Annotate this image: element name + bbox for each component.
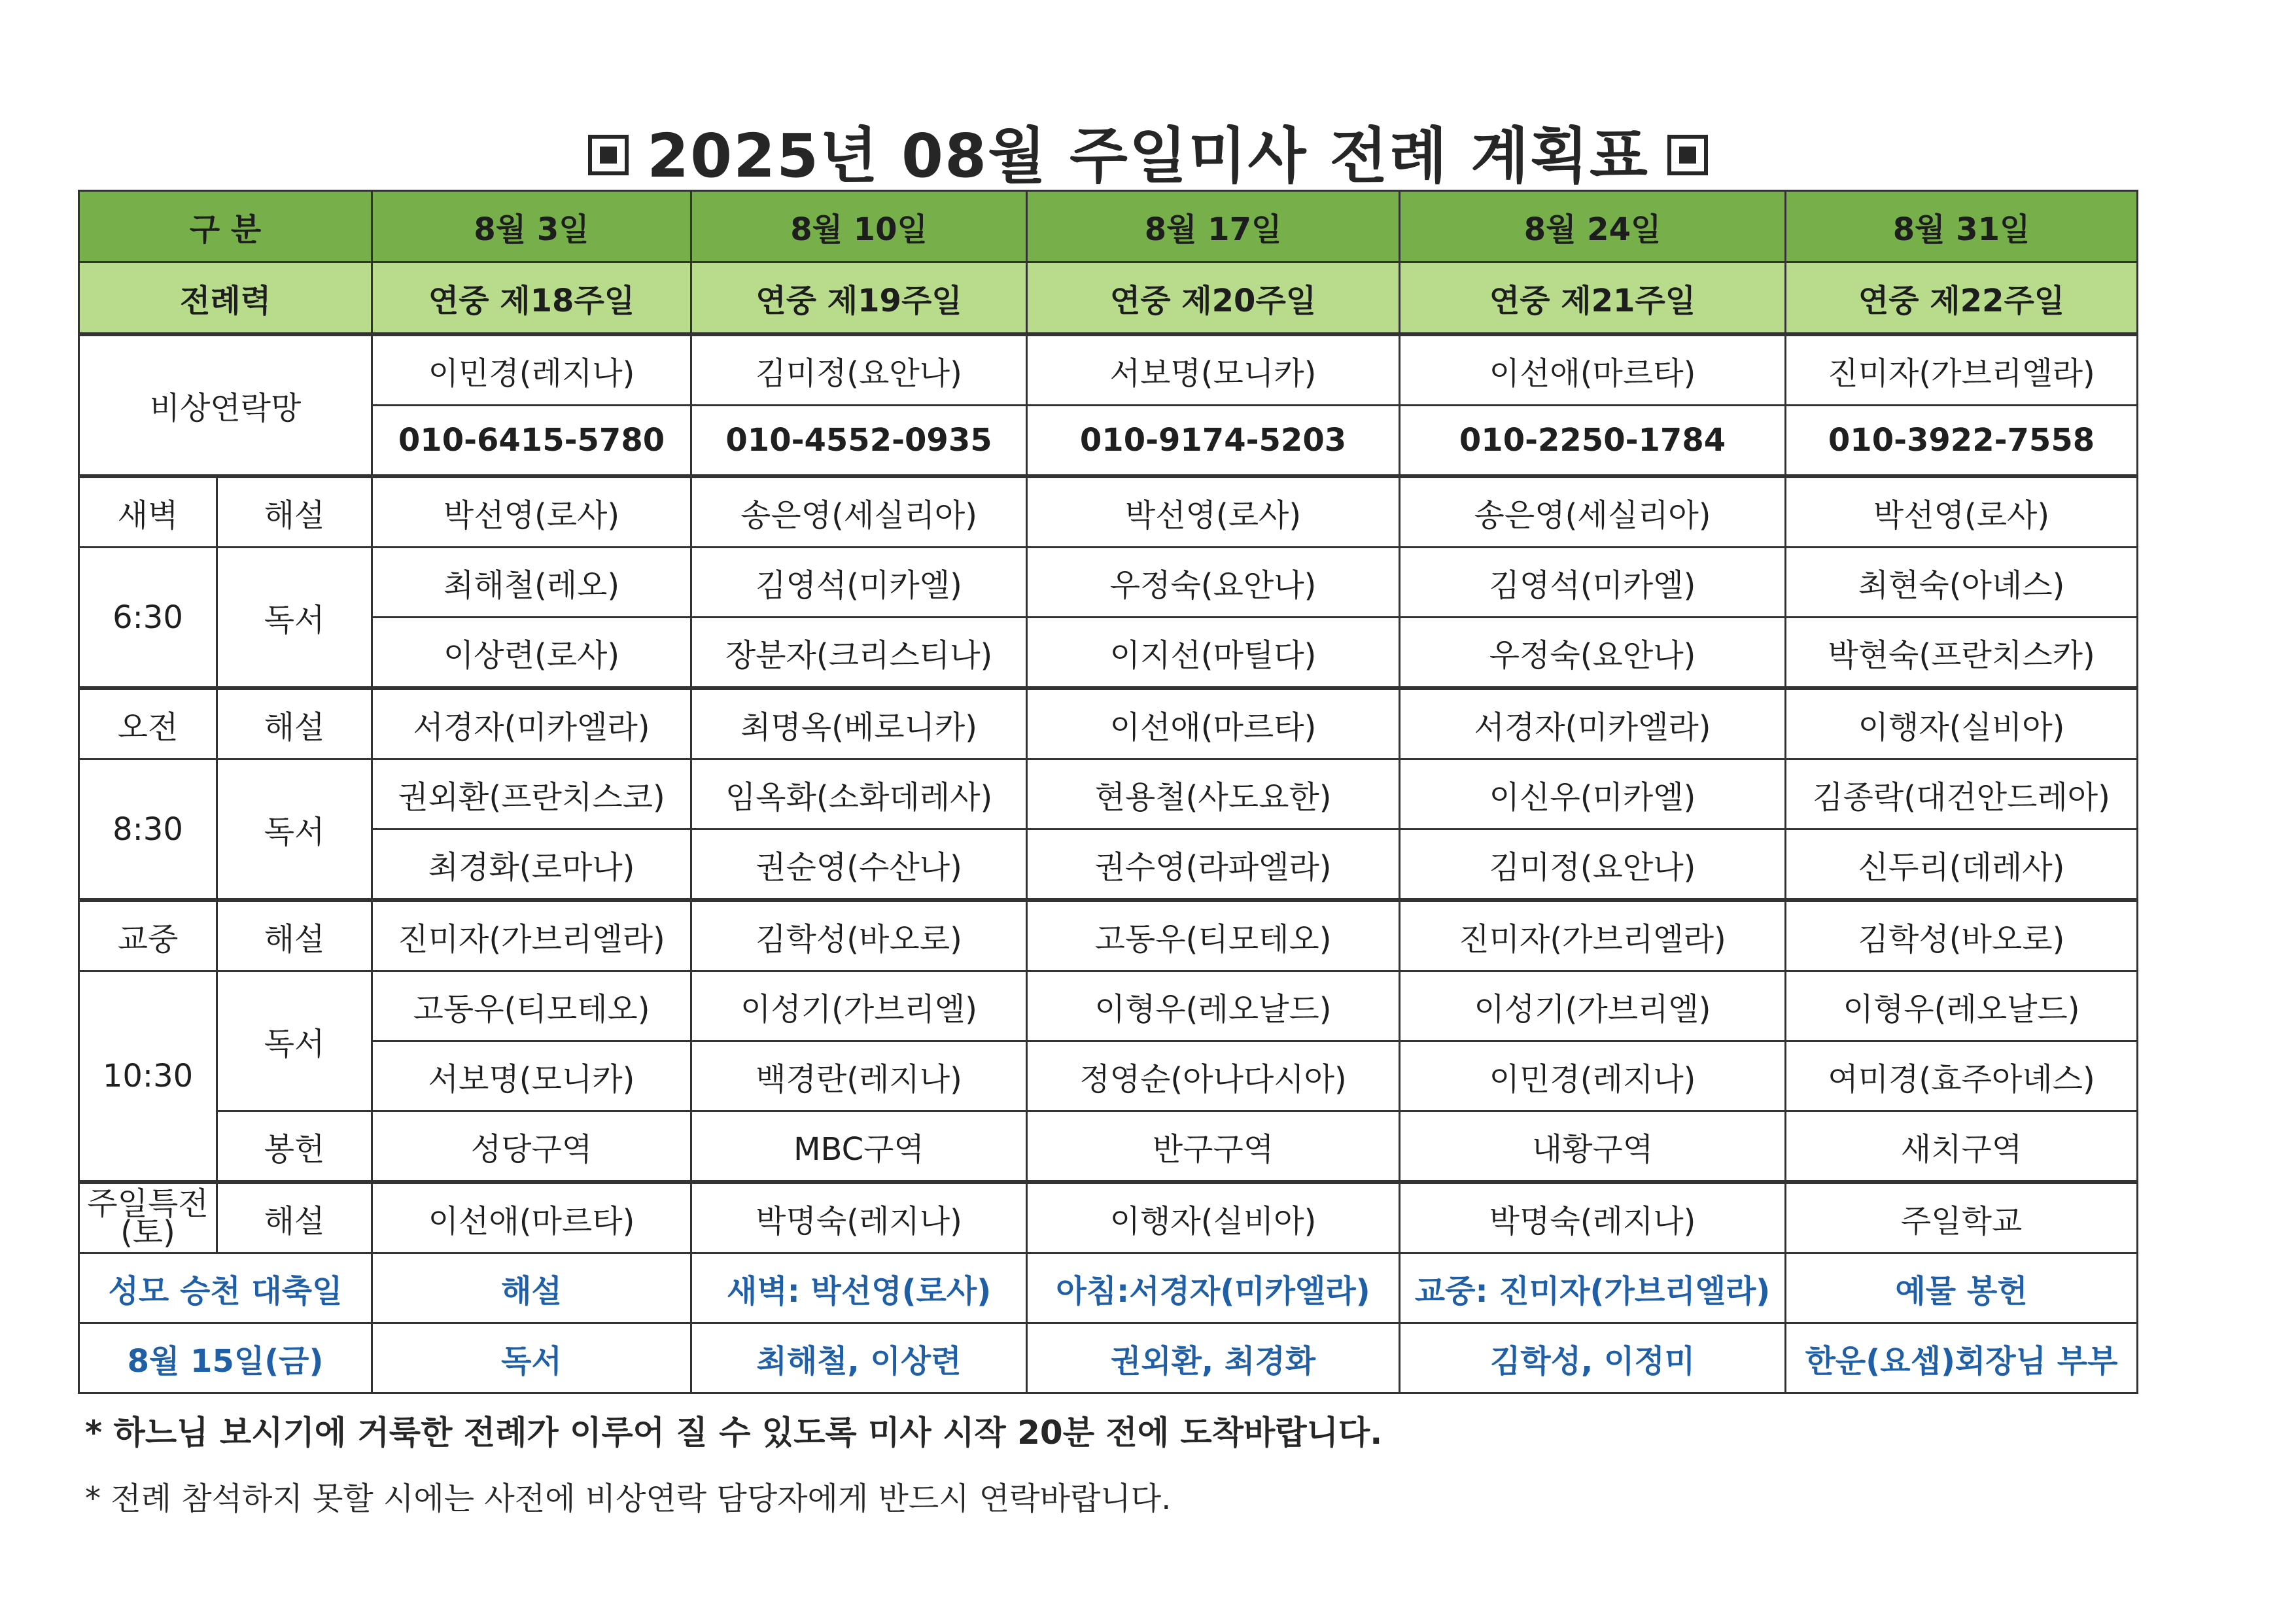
mass-630-commentary-row (79, 476, 2138, 548)
mass-1030-label-top: 교중 (79, 900, 217, 971)
liturgy-cell: 연중 제19주일 (691, 262, 1027, 335)
note-arrival: * 하느님 보시기에 거룩한 전례가 이루어 질 수 있도록 미사 시작 20분 전에 도착바랍니다. (85, 1414, 1383, 1452)
emergency-name: 서보명(모니카) (1027, 334, 1400, 406)
liturgy-label: 전례력 (79, 262, 372, 335)
emergency-row-names (79, 334, 2138, 406)
assumption-cell: 새벽: 박선영(로사) (691, 1253, 1027, 1323)
commentary-cell: 이행자(실비아) (1786, 688, 2138, 759)
mass-1030-reading2-row (79, 1041, 2138, 1111)
mass-630-reading2-row (79, 618, 2138, 689)
date-cell: 8월 10일 (691, 191, 1027, 262)
reading-cell: 권수영(라파엘라) (1027, 829, 1400, 901)
square-bullet-icon (588, 135, 629, 175)
header-label: 구 분 (79, 191, 372, 262)
reading-cell: 박현숙(프란치스카) (1786, 618, 2138, 689)
header-row-liturgy (79, 262, 2138, 335)
header-row-dates (79, 191, 2138, 262)
mass-630-label-top: 새벽 (79, 476, 217, 548)
date-cell: 8월 3일 (372, 191, 691, 262)
reading-cell: 이성기(가브리엘) (1400, 971, 1786, 1041)
reading-cell: 정영순(아나다시아) (1027, 1041, 1400, 1111)
reading-cell: 이지선(마틸다) (1027, 618, 1400, 689)
emergency-row-phones (79, 406, 2138, 477)
emergency-name: 이선애(마르타) (1400, 334, 1786, 406)
reading-cell: 임옥화(소화데레사) (691, 759, 1027, 829)
liturgy-cell: 연중 제21주일 (1400, 262, 1786, 335)
reading-label: 독서 (217, 548, 372, 689)
commentary-label: 해설 (217, 688, 372, 759)
emergency-name: 이민경(레지나) (372, 334, 691, 406)
offering-label: 봉헌 (217, 1111, 372, 1183)
reading-cell: 이형우(레오날드) (1027, 971, 1400, 1041)
reading-cell: 김영석(미카엘) (1400, 548, 1786, 618)
liturgy-cell: 연중 제18주일 (372, 262, 691, 335)
assumption-cell: 독서 (372, 1323, 691, 1393)
assumption-cell: 권외환, 최경화 (1027, 1323, 1400, 1393)
reading-cell: 이민경(레지나) (1400, 1041, 1786, 1111)
liturgy-cell: 연중 제22주일 (1786, 262, 2138, 335)
assumption-date: 8월 15일(금) (79, 1323, 372, 1393)
emergency-phone: 010-3922-7558 (1786, 406, 2138, 477)
reading-cell: 우정숙(요안나) (1027, 548, 1400, 618)
reading-cell: 최해철(레오) (372, 548, 691, 618)
offering-cell: 내황구역 (1400, 1111, 1786, 1183)
mass-630-reading1-row (79, 548, 2138, 618)
reading-cell: 여미경(효주아녜스) (1786, 1041, 2138, 1111)
mass-1030-commentary-row (79, 900, 2138, 971)
commentary-cell: 진미자(가브리엘라) (1400, 900, 1786, 971)
assumption-cell: 아침:서경자(미카엘라) (1027, 1253, 1400, 1323)
commentary-cell: 박명숙(레지나) (691, 1182, 1027, 1253)
offering-cell: 반구구역 (1027, 1111, 1400, 1183)
emergency-phone: 010-9174-5203 (1027, 406, 1400, 477)
emergency-phone: 010-6415-5780 (372, 406, 691, 477)
reading-cell: 김영석(미카엘) (691, 548, 1027, 618)
reading-cell: 신두리(데레사) (1786, 829, 2138, 901)
commentary-cell: 이행자(실비아) (1027, 1182, 1400, 1253)
commentary-cell: 최명옥(베로니카) (691, 688, 1027, 759)
reading-cell: 최현숙(아녜스) (1786, 548, 2138, 618)
reading-label: 독서 (217, 759, 372, 901)
saturday-label-line2: (토) (120, 1214, 175, 1251)
reading-cell: 우정숙(요안나) (1400, 618, 1786, 689)
reading-cell: 권외환(프란치스코) (372, 759, 691, 829)
commentary-cell: 송은영(세실리아) (1400, 476, 1786, 548)
page-title (0, 108, 2296, 194)
reading-cell: 이성기(가브리엘) (691, 971, 1027, 1041)
emergency-name: 김미정(요안나) (691, 334, 1027, 406)
assumption-name: 성모 승천 대축일 (79, 1253, 372, 1323)
saturday-row (79, 1182, 2138, 1253)
liturgy-cell: 연중 제20주일 (1027, 262, 1400, 335)
reading-cell: 이신우(미카엘) (1400, 759, 1786, 829)
mass-830-reading1-row (79, 759, 2138, 829)
offering-cell: MBC구역 (691, 1111, 1027, 1183)
mass-830-commentary-row (79, 688, 2138, 759)
offering-cell: 성당구역 (372, 1111, 691, 1183)
emergency-label: 비상연락망 (79, 334, 372, 476)
schedule-table (78, 190, 2138, 1394)
reading-cell: 이형우(레오날드) (1786, 971, 2138, 1041)
commentary-cell: 고동우(티모테오) (1027, 900, 1400, 971)
commentary-cell: 이선애(마르타) (1027, 688, 1400, 759)
assumption-cell: 해설 (372, 1253, 691, 1323)
reading-cell: 김종락(대건안드레아) (1786, 759, 2138, 829)
saturday-label-line1: 주일특전 (87, 1185, 209, 1222)
reading-cell: 서보명(모니카) (372, 1041, 691, 1111)
reading-cell: 장분자(크리스티나) (691, 618, 1027, 689)
mass-1030-reading1-row (79, 971, 2138, 1041)
assumption-cell: 최해철, 이상련 (691, 1323, 1027, 1393)
assumption-row-1 (79, 1253, 2138, 1323)
assumption-row-2 (79, 1323, 2138, 1393)
assumption-cell: 김학성, 이정미 (1400, 1323, 1786, 1393)
commentary-label: 해설 (217, 1182, 372, 1253)
square-bullet-icon (1667, 135, 1708, 175)
emergency-name: 진미자(가브리엘라) (1786, 334, 2138, 406)
commentary-label: 해설 (217, 900, 372, 971)
reading-cell: 권순영(수산나) (691, 829, 1027, 901)
reading-cell: 이상련(로사) (372, 618, 691, 689)
reading-cell: 김미정(요안나) (1400, 829, 1786, 901)
commentary-cell: 이선애(마르타) (372, 1182, 691, 1253)
assumption-cell: 교중: 진미자(가브리엘라) (1400, 1253, 1786, 1323)
reading-cell: 백경란(레지나) (691, 1041, 1027, 1111)
mass-830-label-top: 오전 (79, 688, 217, 759)
mass-830-reading2-row (79, 829, 2138, 901)
offering-cell: 새치구역 (1786, 1111, 2138, 1183)
commentary-cell: 서경자(미카엘라) (372, 688, 691, 759)
date-cell: 8월 17일 (1027, 191, 1400, 262)
saturday-label (79, 1182, 217, 1253)
date-cell: 8월 31일 (1786, 191, 2138, 262)
reading-cell: 최경화(로마나) (372, 829, 691, 901)
commentary-cell: 박선영(로사) (1786, 476, 2138, 548)
commentary-label: 해설 (217, 476, 372, 548)
mass-630-time: 6:30 (79, 548, 217, 689)
note-absence: * 전례 참석하지 못할 시에는 사전에 비상연락 담당자에게 반드시 연락바랍니다. (85, 1480, 1172, 1517)
emergency-phone: 010-4552-0935 (691, 406, 1027, 477)
commentary-cell: 진미자(가브리엘라) (372, 900, 691, 971)
reading-label: 독서 (217, 971, 372, 1111)
notes (85, 1406, 1382, 1538)
commentary-cell: 박선영(로사) (1027, 476, 1400, 548)
commentary-cell: 박선영(로사) (372, 476, 691, 548)
mass-1030-offering-row (79, 1111, 2138, 1183)
commentary-cell: 송은영(세실리아) (691, 476, 1027, 548)
date-cell: 8월 24일 (1400, 191, 1786, 262)
emergency-phone: 010-2250-1784 (1400, 406, 1786, 477)
commentary-cell: 서경자(미카엘라) (1400, 688, 1786, 759)
mass-1030-time: 10:30 (79, 971, 217, 1183)
commentary-cell: 박명숙(레지나) (1400, 1182, 1786, 1253)
reading-cell: 고동우(티모테오) (372, 971, 691, 1041)
mass-830-time: 8:30 (79, 759, 217, 901)
commentary-cell: 주일학교 (1786, 1182, 2138, 1253)
title-text: 2025년 08월 주일미사 전례 계획표 (647, 121, 1649, 191)
assumption-cell: 예물 봉헌 (1786, 1253, 2138, 1323)
commentary-cell: 김학성(바오로) (691, 900, 1027, 971)
assumption-cell: 한운(요셉)회장님 부부 (1786, 1323, 2138, 1393)
commentary-cell: 김학성(바오로) (1786, 900, 2138, 971)
reading-cell: 현용철(사도요한) (1027, 759, 1400, 829)
